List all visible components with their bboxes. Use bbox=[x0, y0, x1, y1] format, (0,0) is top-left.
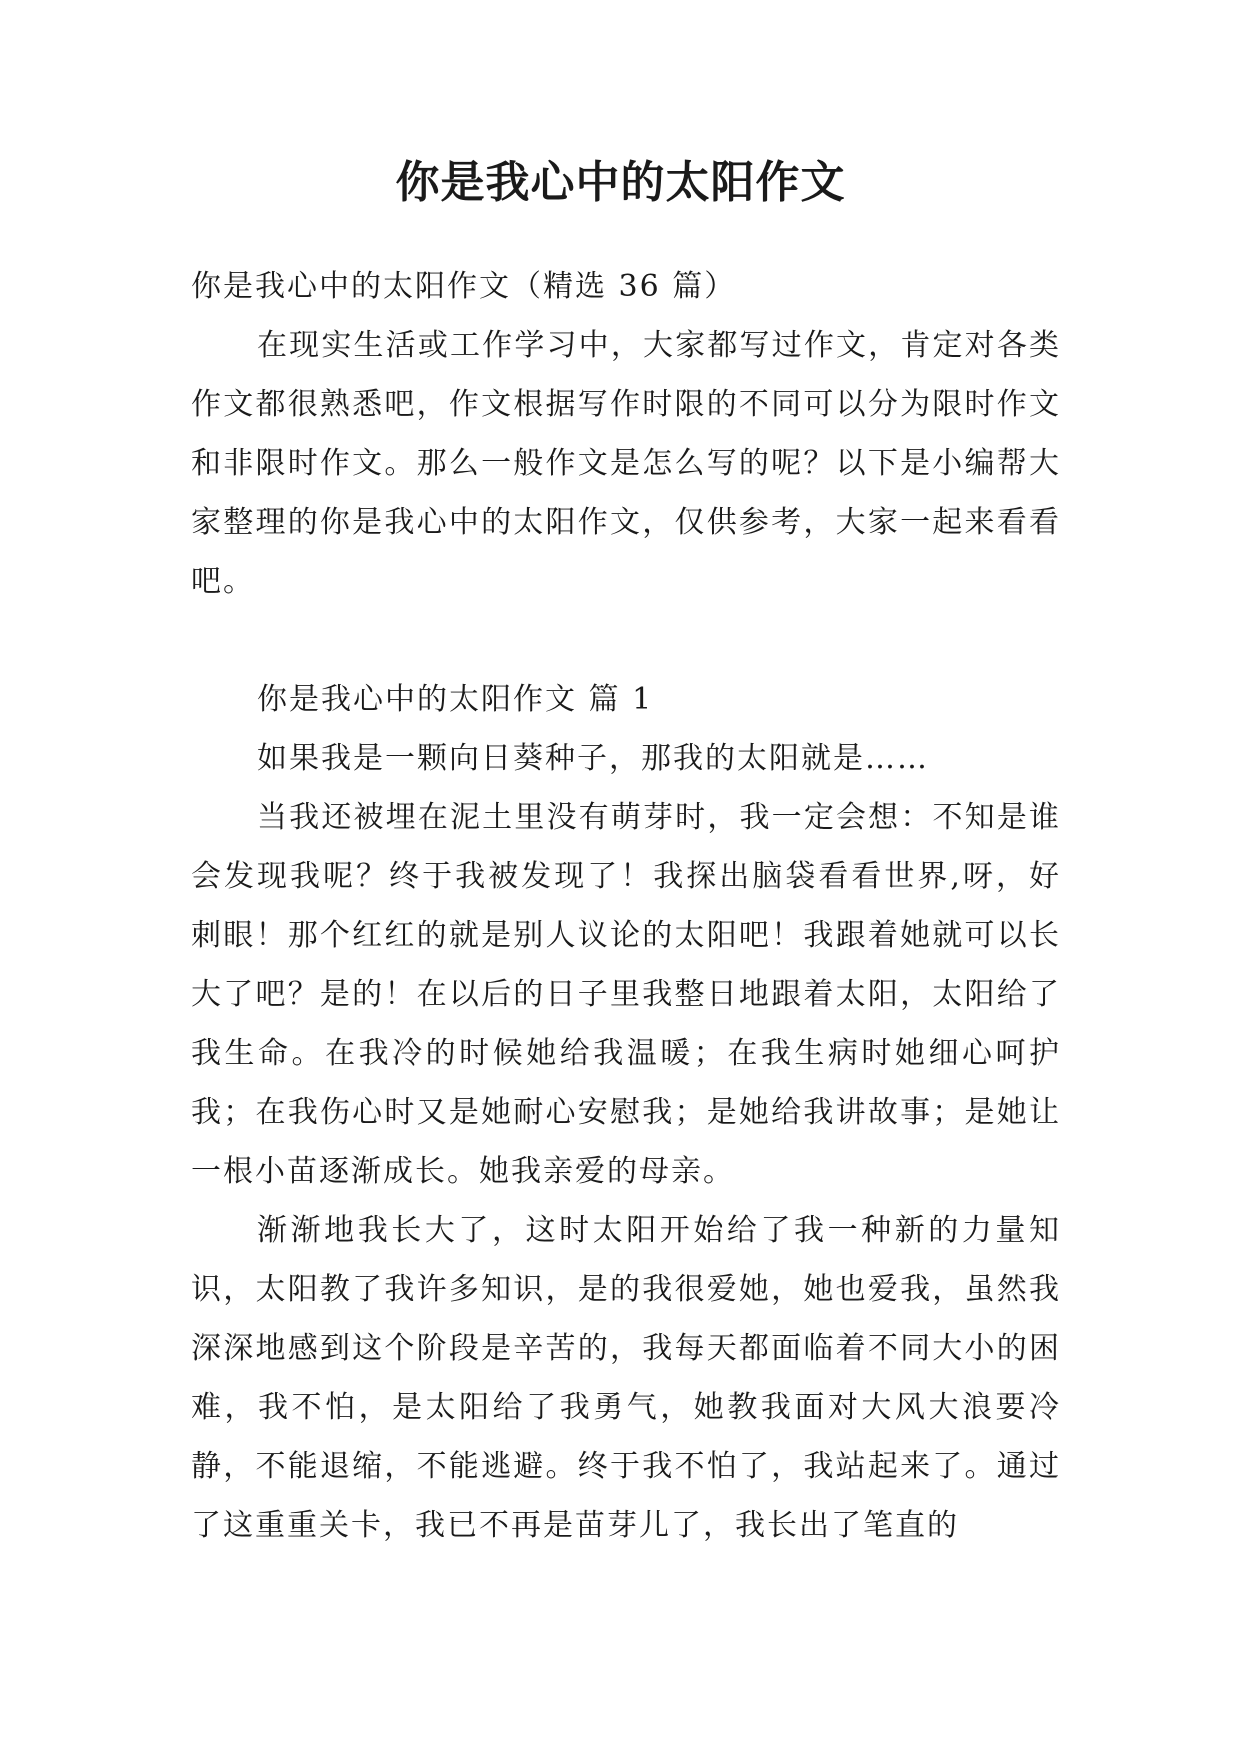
document-body bbox=[191, 257, 1061, 1555]
intro-paragraph: 在现实生活或工作学习中，大家都写过作文，肯定对各类作文都很熟悉吧，作文根据写作时限的不同可以分为限时作文和非限时作文。那么一般作文是怎么写的呢？以下是小编帮大家整理的你是我心中的太阳作文，仅供参考，大家一起来看看吧。 bbox=[191, 328, 1061, 599]
paragraph-spacer bbox=[191, 611, 1061, 670]
document-subtitle: 你是我心中的太阳作文（精选 36 篇） bbox=[191, 269, 737, 304]
body-paragraph: 渐渐地我长大了，这时太阳开始给了我一种新的力量知识，太阳教了我许多知识，是的我很爱她，她也爱我，虽然我深深地感到这个阶段是辛苦的，我每天都面临着不同大小的困难，我不怕，是太阳给了我勇气，她教我面对大风大浪要冷静，不能退缩，不能逃避。终于我不怕了，我站起来了。通过了这重重关卡，我已不再是苗芽儿了，我长出了笔直的 bbox=[191, 1213, 1061, 1543]
body-paragraph: 如果我是一颗向日葵种子，那我的太阳就是…… bbox=[257, 741, 929, 776]
section-heading: 你是我心中的太阳作文 篇 1 bbox=[257, 682, 654, 717]
document-title: 你是我心中的太阳作文 bbox=[395, 157, 846, 208]
body-paragraph: 当我还被埋在泥土里没有萌芽时，我一定会想：不知是谁会发现我呢？终于我被发现了！我探出脑袋看看世界,呀，好刺眼！那个红红的就是别人议论的太阳吧！我跟着她就可以长大了吧？是的！在以后的日子里我整日地跟着太阳，太阳给了我生命。在我冷的时候她给我温暖；在我生病时她细心呵护我；在我伤心时又是她耐心安慰我；是她给我讲故事；是她让一根小苗逐渐成长。她我亲爱的母亲。 bbox=[191, 800, 1061, 1189]
